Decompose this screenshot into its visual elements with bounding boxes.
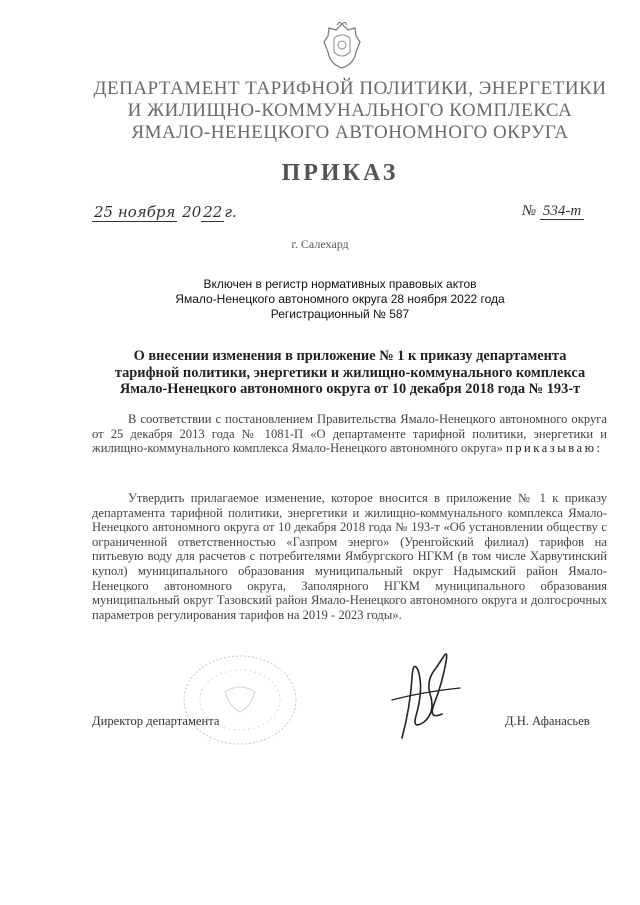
date-year-suffix: 22 — [203, 203, 223, 221]
number-label: № — [522, 203, 537, 219]
preamble-order-word: приказываю: — [505, 441, 603, 456]
order-title-line-2: тарифной политики, энергетики и жилищно-коммунального комплекса — [114, 364, 586, 381]
registry-line-3: Регистрационный № 587 — [270, 307, 410, 321]
handwritten-signature — [372, 638, 482, 748]
order-title-line-3: Ямало-Ненецкого автономного округа от 10 декабря 2018 года № 193-т — [119, 381, 581, 397]
registry-line-2: Ямало-Ненецкого автономного округа 28 ноября 2022 года — [175, 292, 505, 306]
department-heading-line-2: И ЖИЛИЩНО-КОММУНАЛЬНОГО КОМПЛЕКСА — [127, 100, 573, 121]
order-title-line-1: О внесении изменения в приложение № 1 к приказу департамента — [133, 348, 567, 364]
department-heading-line-1: ДЕПАРТАМЕНТ ТАРИФНОЙ ПОЛИТИКИ, ЭНЕРГЕТИКИ — [93, 78, 607, 99]
registry-notice — [150, 277, 530, 322]
department-heading-line-3: ЯМАЛО-НЕНЕЦКОГО АВТОНОМНОГО ОКРУГА — [131, 122, 569, 143]
city-name: г. Салехард — [291, 237, 349, 251]
signatory-name: Д.Н. Афанасьев — [505, 714, 590, 728]
document-number — [522, 203, 584, 220]
document-type-title: ПРИКАЗ — [281, 160, 399, 186]
coat-of-arms-emblem — [322, 22, 362, 70]
order-title — [90, 348, 610, 398]
preamble-paragraph — [92, 412, 607, 456]
registry-line-1: Включен в регистр нормативных правовых актов — [203, 277, 477, 291]
number-value: 534-т — [540, 203, 584, 220]
order-body-paragraph: Утвердить прилагаемое изменение, которое вносится в приложение № 1 к приказу департамента тарифной политики, энергетики и жилищно-коммунального комплекса Ямало-Ненецкого автономного округа от 10 декабря 2018 года № 193-т «Об установлении обществу с ограниченной ответственностью «Газпром энерго» (Уренгойский филиал) тарифов на питьевую воду для расчетов с потребителями Ямбургского НГКМ (в том числе Харвутинский купол) муниципального образования муниципальный округ Надымский район Ямало-Ненецкого автономного округа, Заполярного НГКМ муниципального образования муниципальный округ Тазовский район Ямало-Ненецкого автономного округа и долгосрочных параметров регулирования тарифов на 2019 - 2023 годы». — [92, 491, 607, 622]
date-suffix: г. — [224, 203, 237, 221]
document-date — [92, 203, 237, 221]
preamble-text: В соответствии с постановлением Правительства Ямало-Ненецкого автономного округа от 25 декабря 2013 года № 1081-П «О департаменте тарифной политики, энергетики и жилищно-коммунального комплекса Ямало-Ненецкого автономного округа» — [92, 412, 607, 456]
department-heading — [60, 78, 640, 144]
date-year-prefix: 20 — [182, 203, 202, 221]
official-seal-stamp — [180, 652, 300, 747]
signatory-position: Директор департамента — [92, 714, 220, 728]
date-day-month: 25 ноября — [94, 203, 176, 221]
